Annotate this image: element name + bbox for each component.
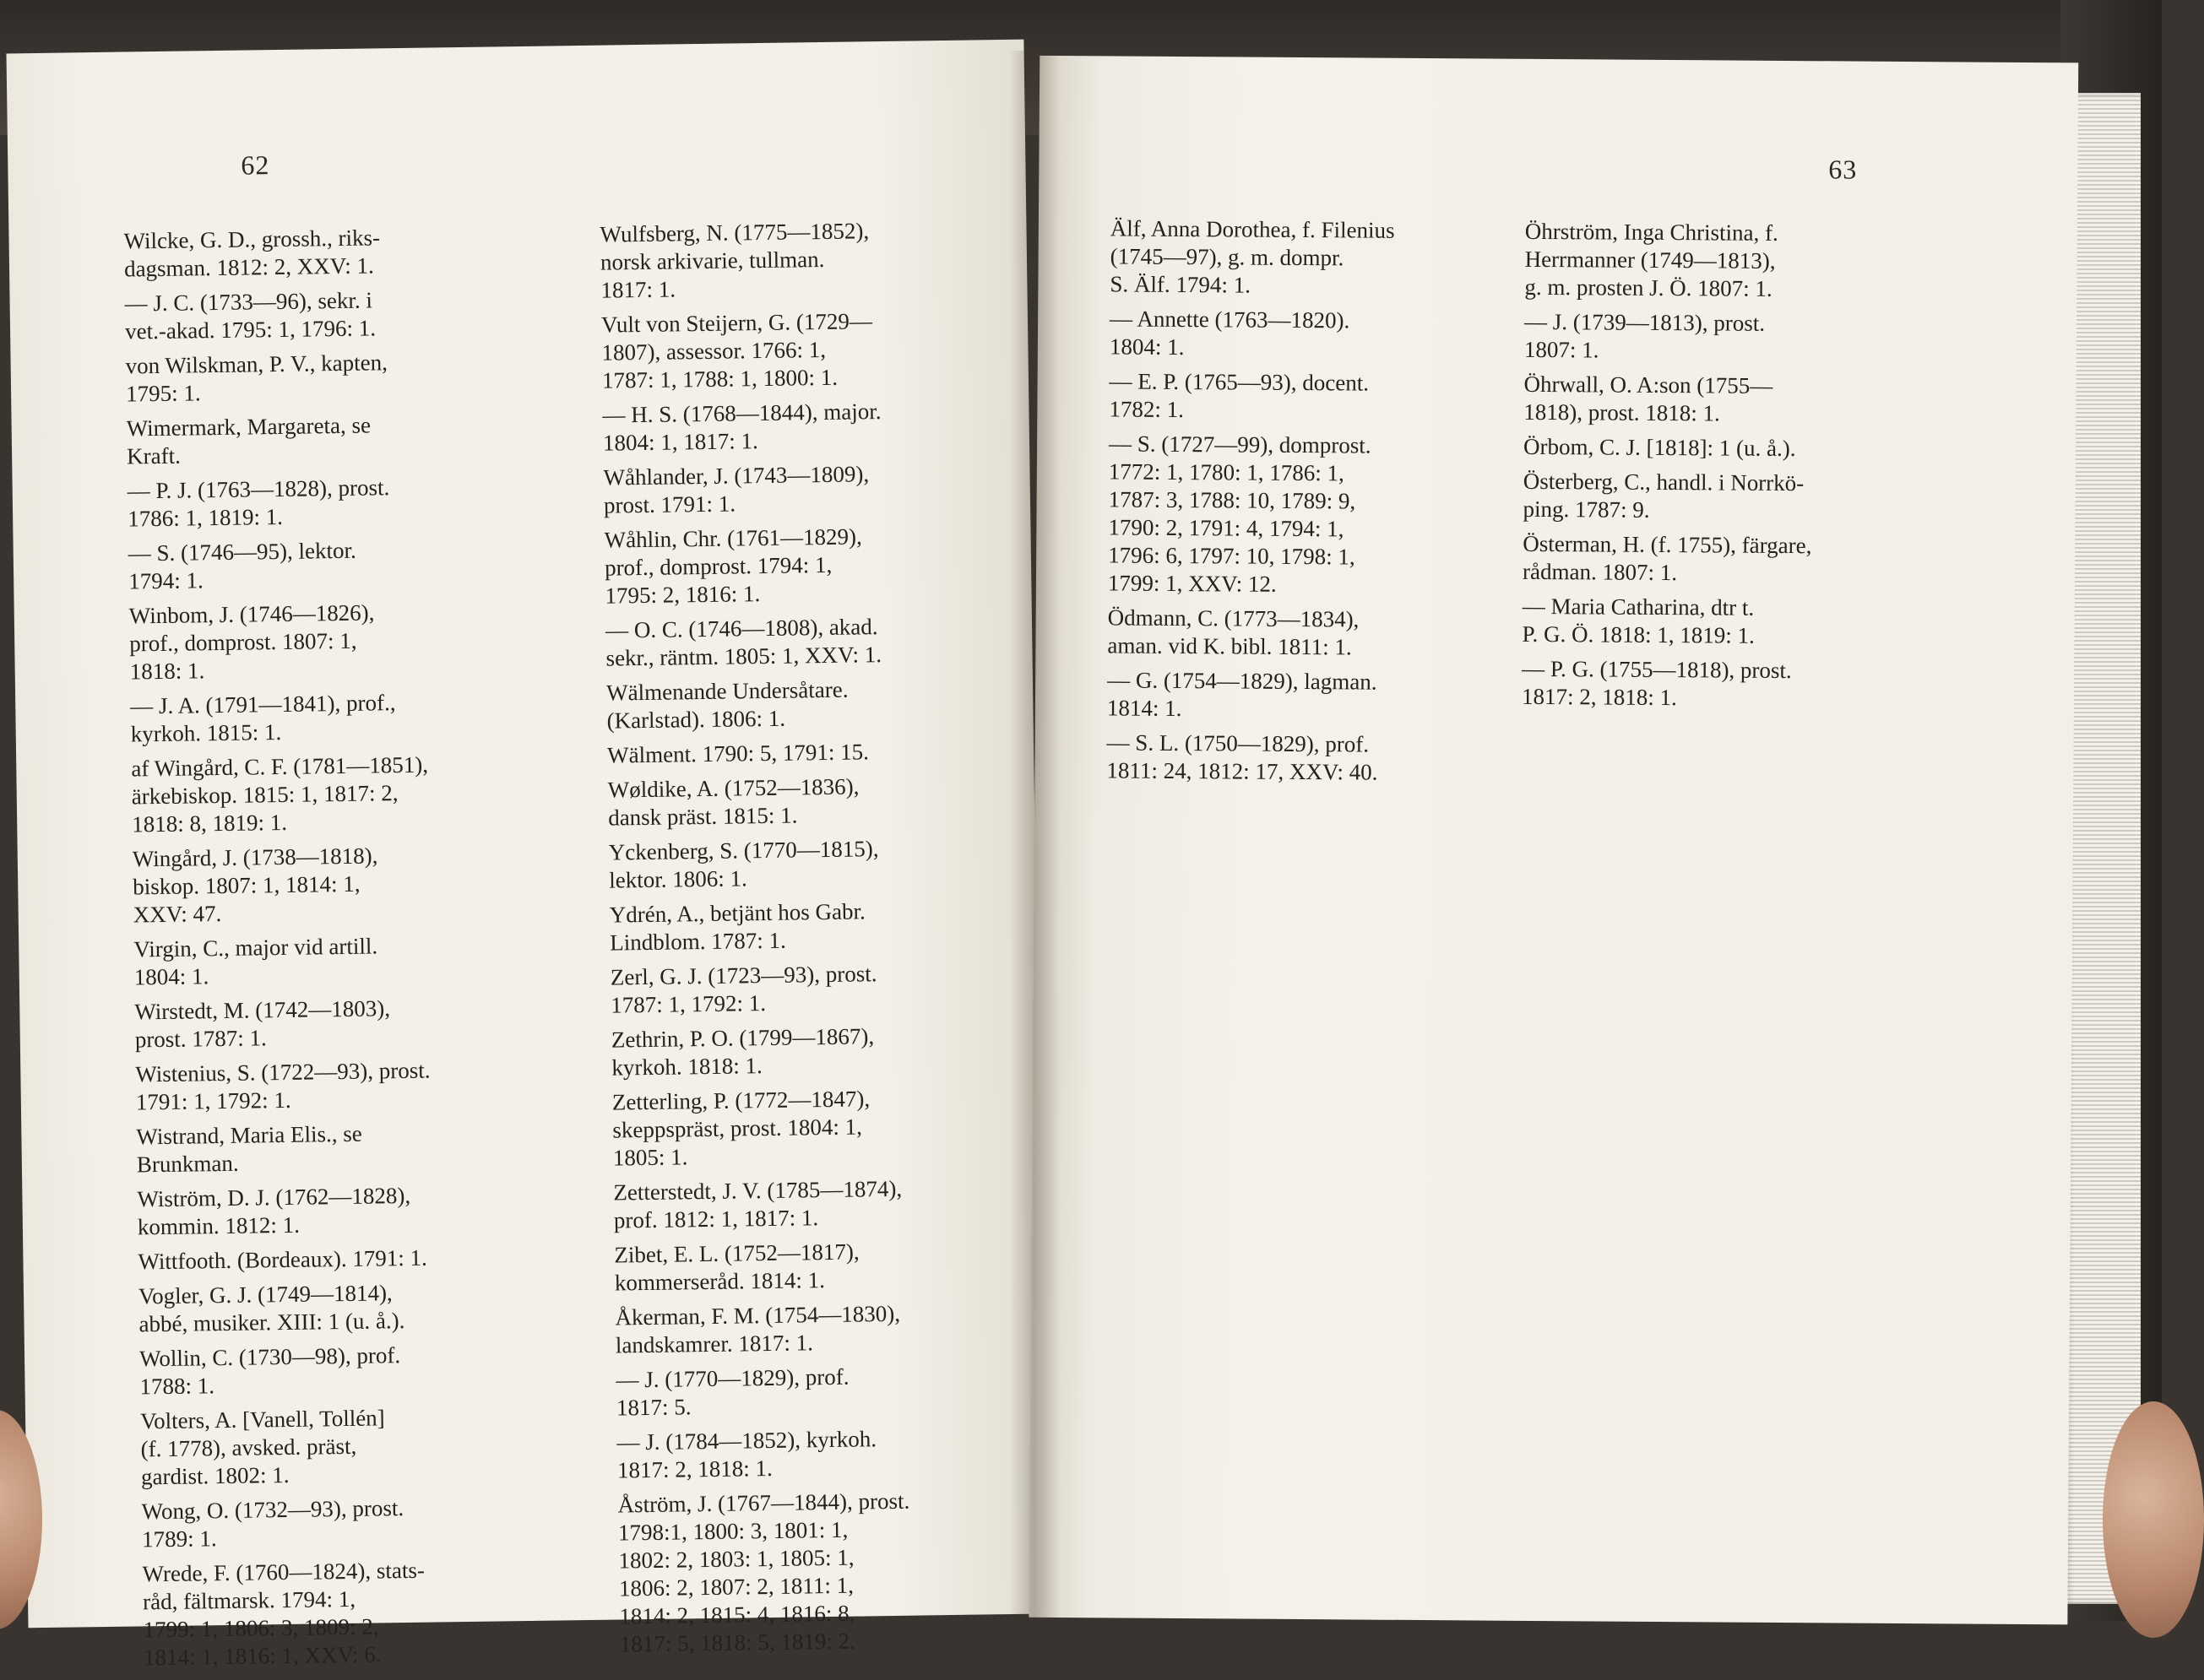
index-entry-line: Wittfooth. (Bordeaux). 1791: 1. — [138, 1244, 428, 1275]
index-entry-line: Wrede, F. (1760—1824), stats- — [142, 1557, 426, 1587]
index-entry-line: 1817: 2, 1818: 1. — [1521, 683, 1677, 711]
index-entry-line: kommin. 1812: 1. — [137, 1211, 301, 1240]
index-entry-line: dansk präst. 1815: 1. — [607, 802, 798, 831]
index-entry-line: 1772: 1, 1780: 1, 1786: 1, — [1108, 458, 1344, 486]
index-entry-line: 1802: 2, 1803: 1, 1805: 1, — [618, 1544, 855, 1574]
index-entry — [128, 535, 475, 596]
index-entry-line: — J. A. (1791—1841), prof., — [130, 690, 396, 719]
index-entry-line: S. Älf. 1794: 1. — [1110, 271, 1251, 298]
index-entry — [128, 473, 475, 534]
index-entry — [1524, 308, 1904, 366]
index-entry-line: dagsman. 1812: 2, XXV: 1. — [123, 252, 374, 282]
index-entry-line: 1807: 1. — [1523, 336, 1599, 363]
index-entry — [141, 1493, 488, 1554]
index-entry — [1523, 433, 1903, 463]
index-entry — [1109, 367, 1506, 425]
index-entry-line: g. m. prosten J. Ö. 1807: 1. — [1524, 274, 1772, 301]
index-entry — [601, 306, 965, 395]
index-entry-line: kommerseråd. 1814: 1. — [614, 1267, 826, 1296]
index-entry-line: kyrkoh. 1818: 1. — [611, 1053, 763, 1081]
index-entry-line: 1804: 1. — [133, 963, 209, 990]
index-entry — [1523, 530, 1903, 588]
index-entry — [605, 612, 969, 673]
index-entry-line: 1814: 2, 1815: 4, 1816: 8, — [619, 1600, 855, 1629]
index-entry-line: Wimermark, Margareta, se — [126, 412, 372, 442]
index-entry — [133, 841, 480, 929]
index-entry-line: Wilcke, G. D., grossh., riks- — [123, 225, 381, 254]
index-entry-line: aman. vid K. bibl. 1811: 1. — [1107, 632, 1352, 660]
index-entry — [615, 1299, 979, 1360]
index-entry — [134, 994, 481, 1054]
index-entry-line: — H. S. (1768—1844), major. — [602, 398, 882, 428]
index-entry-line: Åkerman, F. M. (1754—1830), — [615, 1300, 901, 1330]
index-entry-line: Wälment. 1790: 5, 1791: 15. — [606, 739, 870, 768]
index-entry-line: Wälmenande Undersåtare. — [605, 676, 849, 706]
index-entry — [606, 675, 970, 735]
left-page — [6, 40, 1045, 1671]
index-entry-line: Herrmanner (1749—1813), — [1524, 246, 1776, 274]
index-entry-line: Kraft. — [126, 442, 182, 469]
index-entry-line: Zetterling, P. (1772—1847), — [611, 1086, 871, 1115]
index-entry-line: 1787: 3, 1788: 10, 1789: 9, — [1108, 486, 1356, 514]
index-entry — [1110, 214, 1507, 301]
index-entry-line: 1799: 1, 1806: 3, 1809: 2, — [143, 1613, 379, 1643]
index-entry — [1106, 729, 1503, 787]
index-entry-line: — E. P. (1765—93), docent. — [1109, 368, 1370, 396]
index-entry-line: (1745—97), g. m. dompr. — [1110, 243, 1344, 271]
index-entry-line: Öhrwall, O. A:son (1755— — [1523, 371, 1773, 398]
index-entry — [136, 1119, 483, 1179]
index-entry-line: 1804: 1. — [1109, 333, 1185, 360]
index-entry-line: Zetterstedt, J. V. (1785—1874), — [613, 1175, 903, 1206]
index-entry-line: 1818), prost. 1818: 1. — [1523, 398, 1720, 426]
index-entry-line: 1814: 1. — [1106, 695, 1182, 722]
index-entry-line: Brunkman. — [136, 1150, 239, 1178]
index-entry-line: 1817: 5. — [616, 1394, 692, 1421]
index-entry-line: ping. 1787: 9. — [1523, 496, 1650, 523]
index-entry-line: — J. (1784—1852), kyrkoh. — [616, 1426, 877, 1455]
index-entry-line: Virgin, C., major vid artill. — [133, 933, 378, 962]
index-entry-line: skeppspräst, prost. 1804: 1, — [612, 1114, 863, 1143]
index-entry — [1107, 666, 1504, 724]
index-entry — [607, 737, 970, 770]
index-entry-line: abbé, musiker. XIII: 1 (u. å.). — [138, 1308, 405, 1337]
index-entry-line: rådman. 1807: 1. — [1522, 558, 1678, 586]
index-entry — [1522, 593, 1902, 651]
index-entry-line: — J. (1739—1813), prost. — [1524, 308, 1766, 336]
page-number-left: 62 — [241, 149, 270, 181]
index-entry-line: 1804: 1, 1817: 1. — [602, 428, 758, 456]
index-entry — [1110, 305, 1506, 363]
index-entry-line: Volters, A. [Vanell, Tollén] — [139, 1405, 385, 1434]
index-entry-line: — P. G. (1755—1818), prost. — [1522, 655, 1792, 684]
index-entry-line: Wåhlin, Chr. (1761—1829), — [604, 523, 863, 553]
index-entry-line: vet.-akad. 1795: 1, 1796: 1. — [124, 315, 377, 344]
index-entry — [604, 522, 968, 610]
index-entry — [123, 223, 470, 284]
index-entry-line: Wistrand, Maria Elis., se — [136, 1120, 362, 1150]
index-entry — [1522, 655, 1902, 713]
right-page-column-2 — [1522, 218, 1905, 720]
index-entry-line: Ödmann, C. (1773—1834), — [1107, 604, 1360, 632]
index-entry-line: prost. 1791: 1. — [603, 490, 736, 518]
index-entry — [1108, 430, 1506, 599]
index-entry — [1524, 218, 1905, 304]
index-entry — [613, 1174, 977, 1235]
index-entry — [137, 1181, 484, 1242]
index-entry-line: 1817: 5, 1818: 5, 1819: 2. — [619, 1628, 856, 1657]
index-entry-line: af Wingård, C. F. (1781—1851), — [131, 751, 429, 782]
index-entry-line: prof., domprost. 1794: 1, — [604, 551, 833, 581]
index-entry — [142, 1556, 490, 1672]
index-entry-line: Öhrström, Inga Christina, f. — [1524, 218, 1778, 246]
index-entry — [603, 459, 967, 520]
index-entry-line: 1807), assessor. 1766: 1, — [601, 336, 827, 366]
index-entry-line: — S. (1746—95), lektor. — [128, 537, 356, 566]
index-entry-line: 1799: 1, XXV: 12. — [1107, 570, 1277, 597]
index-entry — [610, 897, 974, 957]
index-entry-line: — J. C. (1733—96), sekr. i — [124, 287, 373, 317]
index-entry-line: XXV: 47. — [133, 901, 222, 928]
index-entry-line: P. G. Ö. 1818: 1, 1819: 1. — [1522, 621, 1755, 648]
index-entry — [125, 348, 472, 409]
index-entry-line: Vogler, G. J. (1749—1814), — [138, 1280, 393, 1309]
index-entry-line: — S. (1727—99), domprost. — [1108, 431, 1371, 458]
index-entry-line: 1796: 6, 1797: 10, 1798: 1, — [1108, 542, 1355, 570]
index-entry-line: prof. 1812: 1, 1817: 1. — [613, 1205, 819, 1233]
index-entry — [129, 598, 476, 686]
index-entry — [600, 216, 964, 305]
index-entry-line: von Wilskman, P. V., kapten, — [125, 350, 388, 379]
index-entry-line: Yckenberg, S. (1770—1815), — [608, 836, 879, 865]
index-entry-line: landskamrer. 1817: 1. — [615, 1330, 814, 1358]
index-entry — [617, 1487, 983, 1659]
index-entry-line: Vult von Steijern, G. (1729— — [600, 308, 873, 338]
index-entry — [130, 688, 477, 749]
index-entry — [609, 834, 973, 895]
index-entry-line: Wåhlander, J. (1743—1809), — [603, 461, 870, 490]
index-entry — [1523, 468, 1903, 526]
index-entry — [614, 1237, 978, 1298]
index-entry — [1523, 371, 1903, 429]
index-entry-line: 1798:1, 1800: 3, 1801: 1, — [617, 1516, 849, 1546]
index-entry-line: Winbom, J. (1746—1826), — [128, 599, 375, 629]
index-entry-line: Örbom, C. J. [1818]: 1 (u. å.). — [1523, 433, 1796, 462]
index-entry-line: Älf, Anna Dorothea, f. Filenius — [1110, 215, 1395, 243]
index-entry-line: Wirstedt, M. (1742—1803), — [134, 995, 391, 1025]
index-entry-line: Åström, J. (1767—1844), prost. — [617, 1488, 910, 1518]
index-entry-line: Ydrén, A., betjänt hos Gabr. — [609, 898, 866, 928]
index-entry-line: 1818: 1. — [129, 658, 205, 685]
index-entry-line: (Karlstad). 1806: 1. — [606, 705, 786, 734]
index-entry-line: 1811: 24, 1812: 17, XXV: 40. — [1106, 757, 1378, 785]
index-entry-line: — Annette (1763—1820). — [1110, 306, 1350, 333]
index-entry-line: 1817: 1. — [600, 276, 676, 303]
index-entry-line: 1794: 1. — [128, 567, 204, 594]
index-entry — [133, 931, 480, 992]
index-entry — [602, 397, 966, 458]
index-entry-line: prost. 1787: 1. — [134, 1025, 268, 1053]
index-entry-line: 1795: 1. — [125, 380, 201, 407]
index-entry — [611, 959, 974, 1020]
index-entry-line: Österman, H. (f. 1755), färgare, — [1523, 530, 1812, 559]
index-entry-line: Zethrin, P. O. (1799—1867), — [611, 1023, 875, 1053]
right-page-column-1 — [1106, 214, 1507, 794]
index-entry-line: Österberg, C., handl. i Norrkö- — [1523, 468, 1805, 496]
index-entry — [126, 410, 473, 471]
index-entry — [1107, 604, 1504, 662]
left-page-column-1 — [123, 223, 490, 1679]
index-entry-line: 1787: 1, 1788: 1, 1800: 1. — [601, 364, 839, 393]
index-entry-line: ärkebiskop. 1815: 1, 1817: 2, — [131, 780, 399, 810]
index-entry-line: Zibet, E. L. (1752—1817), — [614, 1238, 860, 1268]
page-number-right: 63 — [1828, 154, 1858, 185]
index-entry-line: sekr., räntm. 1805: 1, XXV: 1. — [605, 642, 882, 671]
index-entry-line: — G. (1754—1829), lagman. — [1107, 667, 1377, 695]
index-entry — [612, 1084, 976, 1173]
index-entry-line: biskop. 1807: 1, 1814: 1, — [133, 870, 361, 900]
index-entry-line: 1795: 2, 1816: 1. — [605, 581, 761, 609]
index-entry-line: — Maria Catharina, dtr t. — [1522, 593, 1755, 621]
index-entry-line: Wulfsberg, N. (1775—1852), — [600, 218, 870, 247]
index-entry — [135, 1056, 482, 1117]
index-entry-line: Lindblom. 1787: 1. — [610, 927, 786, 956]
index-entry-line: Wøldike, A. (1752—1836), — [607, 773, 860, 803]
index-entry — [608, 772, 972, 832]
index-entry-line: lektor. 1806: 1. — [609, 865, 747, 893]
index-entry-line: Zerl, G. J. (1723—93), prost. — [610, 961, 877, 990]
index-entry-line: — J. (1770—1829), prof. — [616, 1363, 850, 1393]
index-entry — [616, 1424, 980, 1485]
index-entry — [616, 1362, 980, 1423]
index-entry-line: kyrkoh. 1815: 1. — [130, 718, 282, 747]
index-entry-line: råd, fältmarsk. 1794: 1, — [142, 1585, 356, 1615]
index-entry-line: Wingård, J. (1738—1818), — [132, 843, 378, 872]
book-gutter — [1009, 51, 1060, 1621]
index-entry — [140, 1403, 487, 1492]
index-entry-line: 1806: 2, 1807: 2, 1811: 1, — [618, 1572, 855, 1601]
index-entry-line: Wollin, C. (1730—98), prof. — [138, 1342, 401, 1372]
index-entry — [131, 751, 478, 839]
index-entry-line: prof., domprost. 1807: 1, — [129, 627, 357, 657]
index-entry — [124, 285, 471, 346]
left-page-column-2 — [600, 216, 983, 1666]
index-entry — [611, 1022, 975, 1082]
index-entry-line: norsk arkivarie, tullman. — [600, 246, 825, 275]
index-entry — [138, 1244, 484, 1276]
right-page — [1029, 56, 2078, 1625]
index-entry-line: Wong, O. (1732—93), prost. — [141, 1495, 404, 1525]
right-thumb — [2103, 1401, 2204, 1638]
index-entry-line: — O. C. (1746—1808), akad. — [605, 614, 878, 643]
index-entry-line: — P. J. (1763—1828), prost. — [127, 474, 390, 504]
index-entry-line: 1782: 1. — [1109, 396, 1184, 423]
index-entry-line: gardist. 1802: 1. — [140, 1461, 290, 1490]
index-entry-line: 1791: 1, 1792: 1. — [135, 1087, 291, 1115]
index-entry-line: 1814: 1, 1816: 1, XXV: 6. — [143, 1641, 382, 1671]
index-entry-line: 1787: 1, 1792: 1. — [611, 990, 767, 1018]
index-entry — [138, 1278, 486, 1339]
index-entry — [139, 1341, 486, 1401]
index-entry-line: 1789: 1. — [141, 1526, 217, 1553]
index-entry-line: 1818: 8, 1819: 1. — [132, 809, 288, 837]
index-entry-line: 1786: 1, 1819: 1. — [127, 503, 284, 532]
index-entry-line: Wistenius, S. (1722—93), prost. — [135, 1057, 431, 1087]
index-entry-line: — S. L. (1750—1829), prof. — [1106, 729, 1370, 757]
index-entry-line: (f. 1778), avsked. präst, — [140, 1433, 357, 1462]
index-entry-line: Wiström, D. J. (1762—1828), — [137, 1182, 411, 1212]
index-entry-line: 1788: 1. — [139, 1373, 215, 1400]
index-entry-line: 1805: 1. — [612, 1144, 688, 1171]
index-entry-line: 1790: 2, 1791: 4, 1794: 1, — [1108, 514, 1344, 542]
index-entry-line: 1817: 2, 1818: 1. — [616, 1455, 773, 1483]
